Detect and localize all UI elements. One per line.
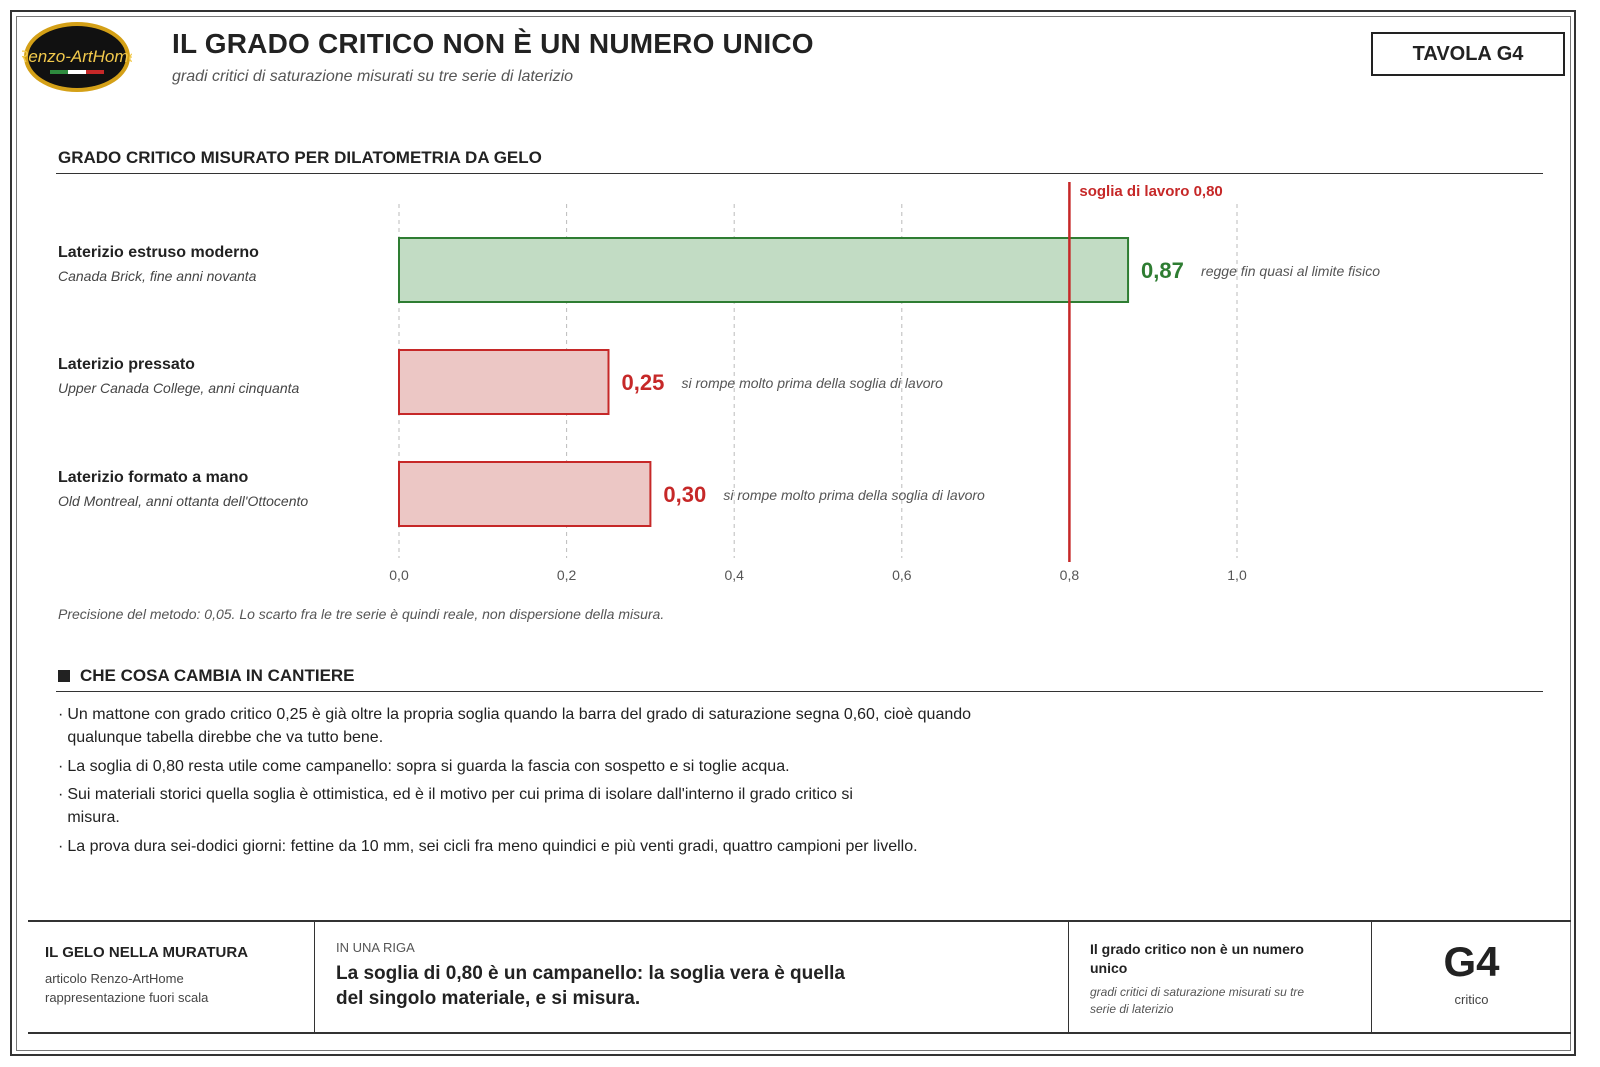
category-sub: Canada Brick, fine anni novanta — [58, 268, 257, 284]
x-tick-label: 0,4 — [724, 567, 744, 583]
footer-plate-title: Il grado critico non è un numero unico — [1090, 941, 1304, 976]
footer-plate-code: G4 — [1443, 938, 1500, 985]
bullet-marker: · — [58, 838, 64, 855]
page-subtitle: gradi critici di saturazione misurati su tre serie di laterizio — [172, 68, 574, 85]
page-title: IL GRADO CRITICO NON È UN NUMERO UNICO — [172, 28, 814, 59]
x-tick-label: 0,2 — [556, 567, 577, 583]
bar — [399, 238, 1128, 302]
bar-annotation: si rompe molto prima della soglia di lavoro — [681, 375, 943, 391]
category-name: Laterizio estruso moderno — [58, 244, 259, 261]
section-square-icon — [58, 670, 70, 682]
bullet-marker: · — [58, 786, 64, 803]
site-section-title: CHE COSA CAMBIA IN CANTIERE — [80, 666, 355, 685]
footer-series-line2: rappresentazione fuori scala — [45, 990, 209, 1005]
category-name: Laterizio pressato — [58, 356, 195, 373]
footer-series-title: IL GELO NELLA MURATURA — [45, 944, 249, 961]
bar — [399, 462, 650, 526]
footer-oneliner-cell — [314, 922, 1068, 1032]
x-tick-label: 1,0 — [1227, 567, 1247, 583]
bullet-item — [58, 835, 1008, 858]
bullet-item — [58, 703, 1008, 749]
category-name: Laterizio formato a mano — [58, 469, 249, 486]
threshold-label: soglia di lavoro 0,80 — [1079, 183, 1223, 200]
bullet-text: La soglia di 0,80 resta utile come campanello: sopra si guarda la fascia con sospetto e si toglie acqua. — [67, 758, 790, 775]
bullet-item — [58, 783, 1008, 829]
footer-series-cell — [28, 922, 314, 1032]
category-sub: Old Montreal, anni ottanta dell'Ottocento — [58, 493, 309, 509]
footer-plate-code-sub: critico — [1454, 992, 1489, 1007]
bar — [399, 350, 609, 414]
bar-value-label: 0,30 — [663, 482, 707, 507]
bar-annotation: si rompe molto prima della soglia di lavoro — [723, 487, 985, 503]
logo-text: Renzo-ArtHome — [22, 47, 132, 66]
x-tick-label: 0,6 — [892, 567, 912, 583]
bullet-marker: · — [58, 706, 64, 723]
x-tick-label: 0,8 — [1059, 567, 1080, 583]
footer-code-cell — [1371, 922, 1571, 1032]
bar-value-label: 0,87 — [1141, 258, 1184, 283]
site-section-rule — [56, 691, 1543, 692]
footer-strip — [28, 920, 1571, 1034]
footer-oneliner-text: La soglia di 0,80 è un campanello: la soglia vera è quella del singolo materiale, e si misura. — [336, 963, 845, 1009]
footer-oneliner-label: IN UNA RIGA — [336, 940, 415, 955]
category-sub: Upper Canada College, anni cinquanta — [58, 380, 300, 396]
bar-annotation: regge fin quasi al limite fisico — [1201, 263, 1381, 279]
bar-value-label: 0,25 — [621, 370, 665, 395]
bullet-item — [58, 755, 1008, 778]
footer-series-line1: articolo Renzo-ArtHome — [45, 971, 184, 986]
bullet-text: Sui materiali storici quella soglia è ottimistica, ed è il motivo per cui prima di isolare dall'interno il grado critico si misura. — [67, 786, 853, 826]
bullet-marker: · — [58, 758, 64, 775]
chart-section-title: GRADO CRITICO MISURATO PER DILATOMETRIA DA GELO — [58, 148, 542, 167]
method-precision-note: Precisione del metodo: 0,05. Lo scarto fra le tre serie è quindi reale, non dispersione della misura. — [58, 606, 665, 622]
bullet-text: La prova dura sei-dodici giorni: fettine da 10 mm, sei cicli fra meno quindici e più venti gradi, quattro campioni per livello. — [67, 838, 918, 855]
footer-plate-cell — [1068, 922, 1371, 1032]
plate-badge: TAVOLA G4 — [1371, 32, 1565, 76]
footer-plate-subtitle: gradi critici di saturazione misurati su tre serie di laterizio — [1090, 985, 1305, 1016]
x-tick-label: 0,0 — [389, 567, 409, 583]
bullet-text: Un mattone con grado critico 0,25 è già oltre la propria soglia quando la barra del grado di saturazione segna 0,60, cioè quando qualunque tabella direbbe che va tutto bene. — [67, 706, 972, 746]
